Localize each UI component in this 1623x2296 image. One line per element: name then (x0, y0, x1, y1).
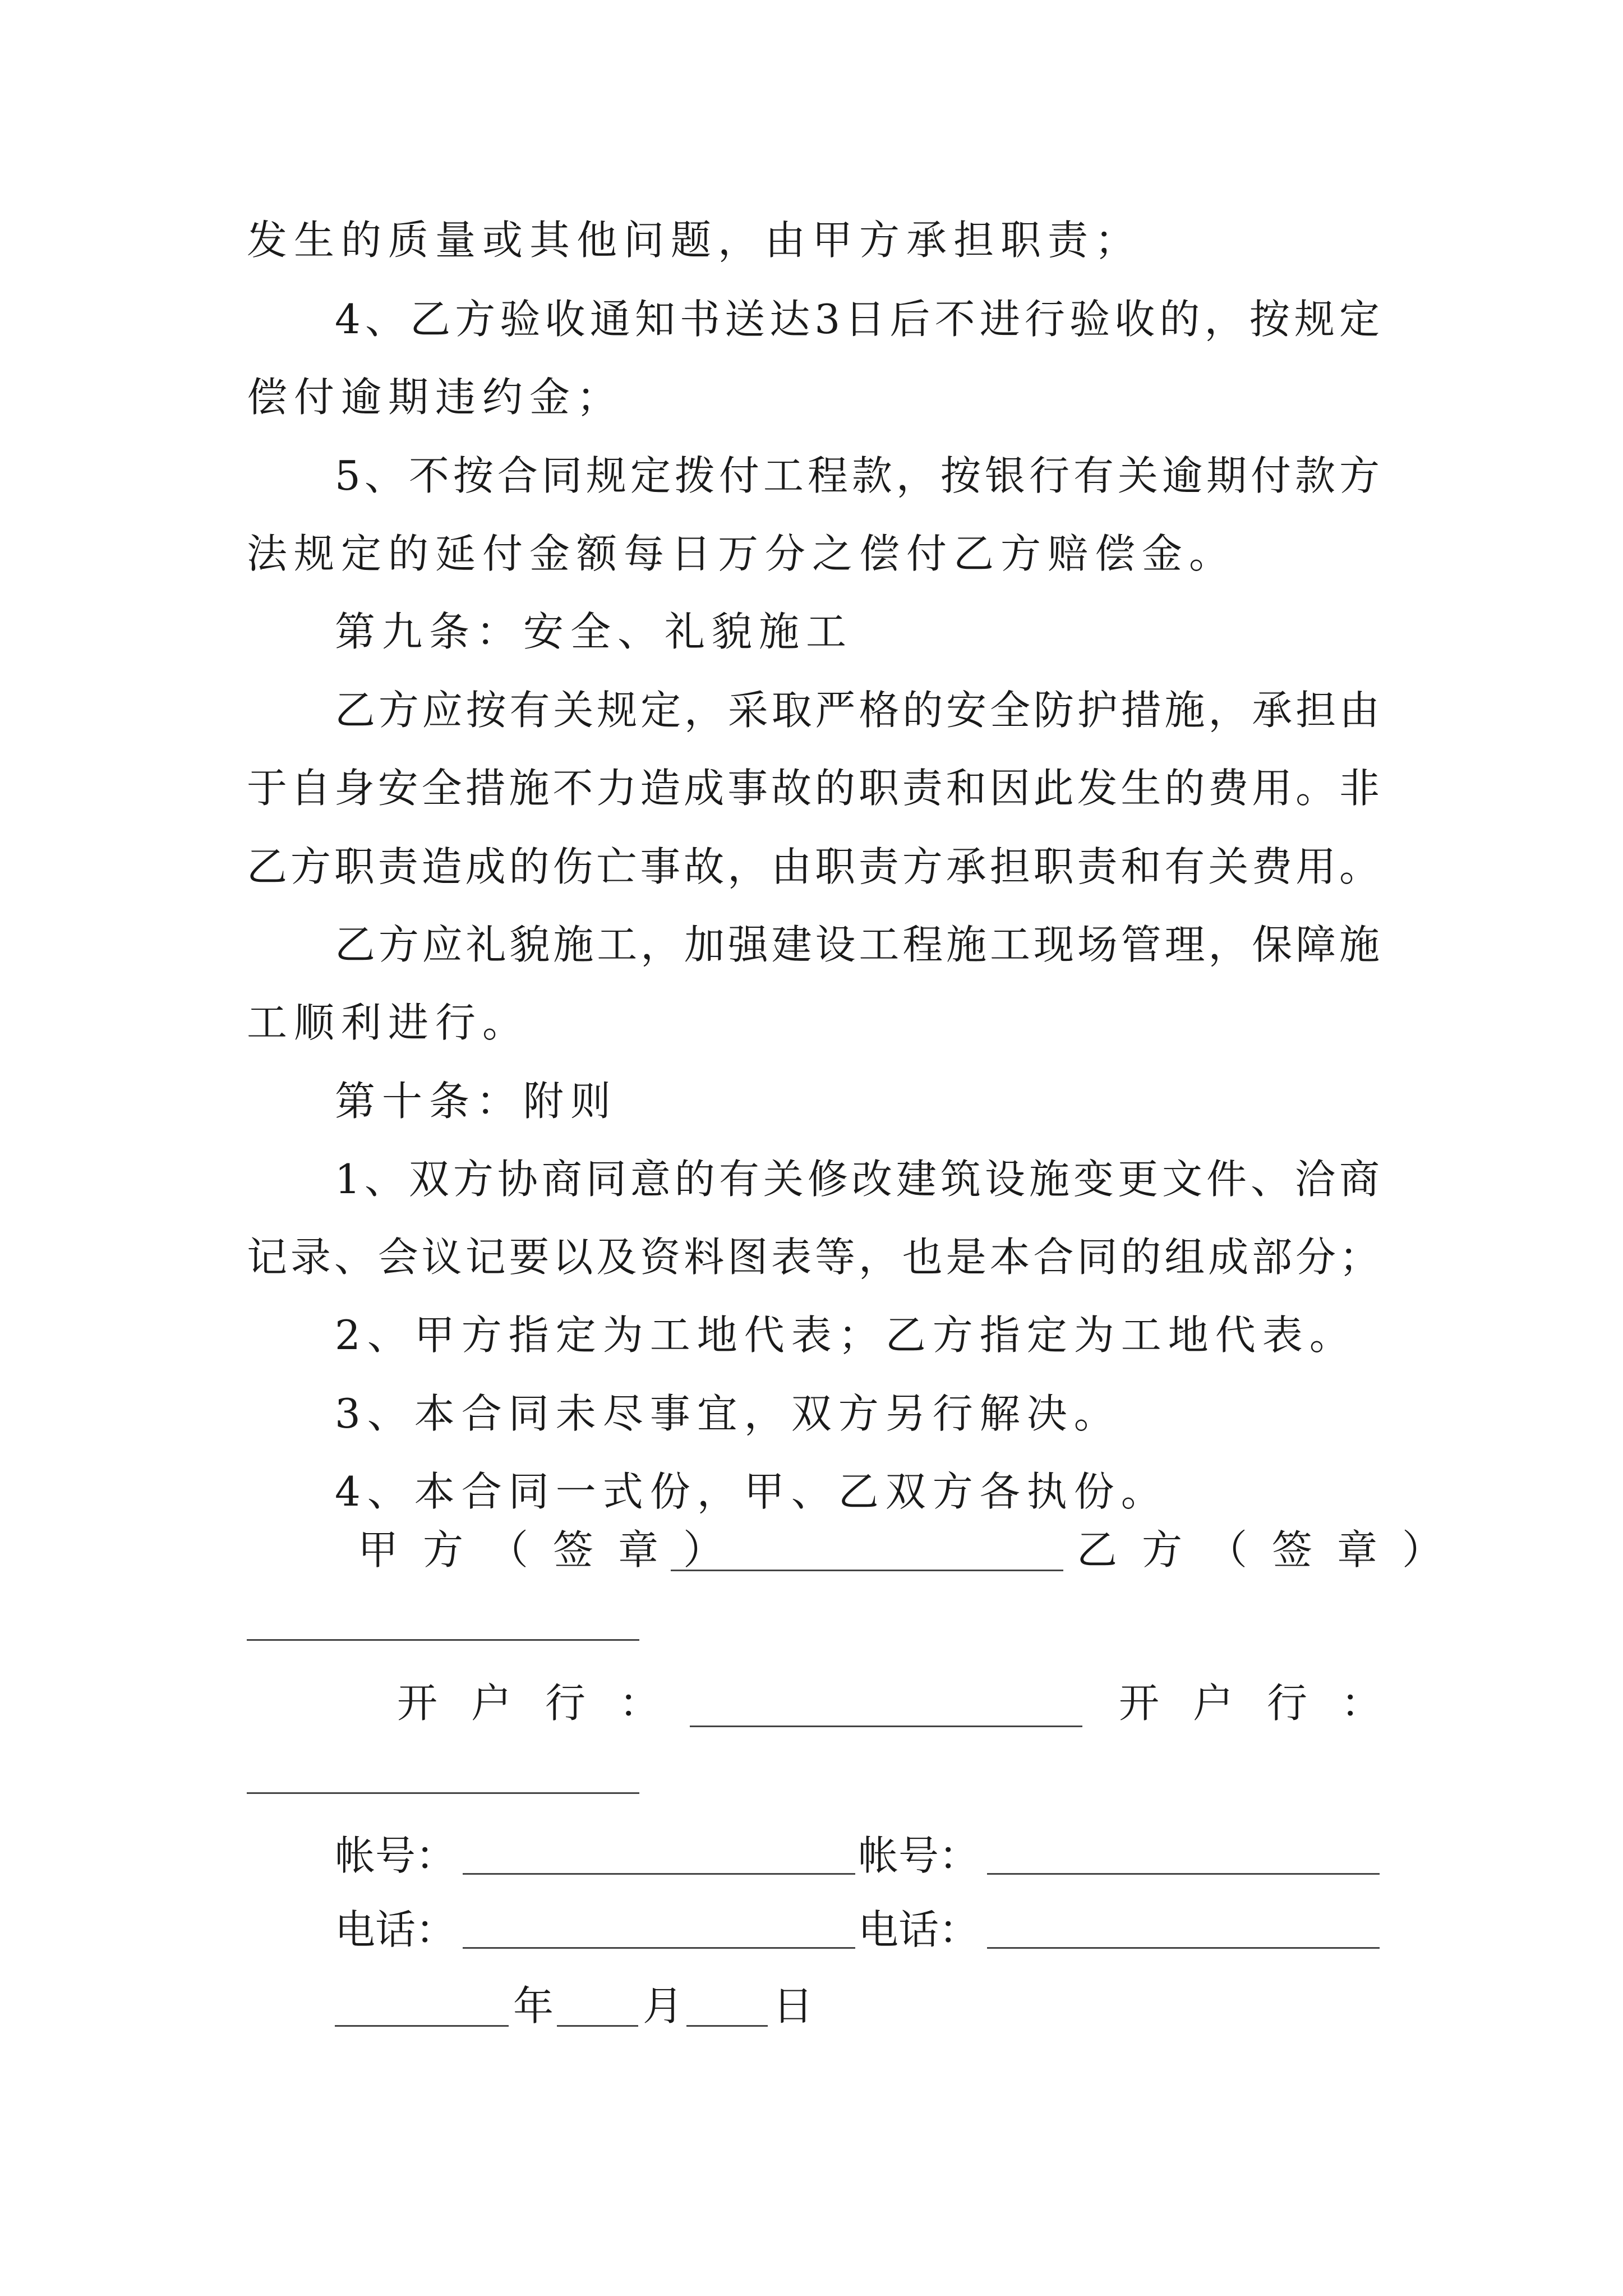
paragraph-line: 乙方职责造成的伤亡事故，由职责方承担职责和有关费用。 (247, 843, 1380, 890)
party-b-seal-label: 乙方（签章） (1077, 1526, 1468, 1573)
party-a-seal-label: 甲方（签章） (358, 1526, 749, 1573)
paragraph-line: 于自身安全措施不力造成事故的职责和因此发生的费用。非 (247, 765, 1380, 812)
date-month-label: 月 (643, 1982, 684, 2030)
date-day-label: 日 (773, 1982, 814, 2030)
paragraph-line: 法规定的延付金额每日万分之偿付乙方赔偿金。 (247, 530, 1237, 577)
paragraph-line: 记录、会议记要以及资料图表等，也是本合同的组成部分； (247, 1234, 1380, 1281)
bank-a-line (690, 1726, 1082, 1727)
date-day-line (686, 2025, 768, 2027)
section-heading: 第九条：安全、礼貌施工 (335, 608, 854, 655)
date-year-line (335, 2025, 509, 2027)
paragraph-line: 乙方应礼貌施工，加强建设工程施工现场管理，保障施 (335, 921, 1380, 968)
paragraph-line: 3、本合同未尽事宜，双方另行解决。 (335, 1390, 1121, 1437)
account-a-line (463, 1873, 855, 1875)
party-a-seal-line (671, 1570, 1063, 1571)
phone-b-line (987, 1947, 1380, 1949)
account-a-label: 帐号： (335, 1832, 457, 1879)
party-b-seal-line (247, 1639, 639, 1641)
paragraph-line: 1、双方协商同意的有关修改建筑设施变更文件、洽商 (335, 1156, 1380, 1203)
paragraph-line: 发生的质量或其他问题，由甲方承担职责； (247, 217, 1142, 264)
phone-b-label: 电话： (858, 1906, 980, 1953)
bank-b-line (247, 1792, 639, 1794)
section-heading: 第十条：附则 (335, 1078, 618, 1125)
paragraph-line: 4、乙方验收通知书送达3日后不进行验收的，按规定 (335, 296, 1380, 343)
date-month-line (557, 2025, 638, 2027)
paragraph-line: 5、不按合同规定拨付工程款，按银行有关逾期付款方 (335, 452, 1380, 499)
paragraph-line: 工顺利进行。 (247, 999, 530, 1046)
bank-a-label: 开户行： (397, 1680, 694, 1727)
date-year-label: 年 (513, 1982, 554, 2030)
paragraph-line: 乙方应按有关规定，采取严格的安全防护措施，承担由 (335, 687, 1380, 734)
paragraph-line: 4、本合同一式份，甲、乙双方各执份。 (335, 1468, 1168, 1515)
account-b-line (987, 1873, 1380, 1875)
bank-b-label: 开户行： (1119, 1680, 1415, 1727)
phone-a-line (463, 1947, 855, 1949)
paragraph-line: 2、甲方指定为工地代表；乙方指定为工地代表。 (335, 1312, 1357, 1359)
account-b-label: 帐号： (858, 1832, 980, 1879)
phone-a-label: 电话： (335, 1906, 457, 1953)
paragraph-line: 偿付逾期违约金； (247, 374, 624, 421)
